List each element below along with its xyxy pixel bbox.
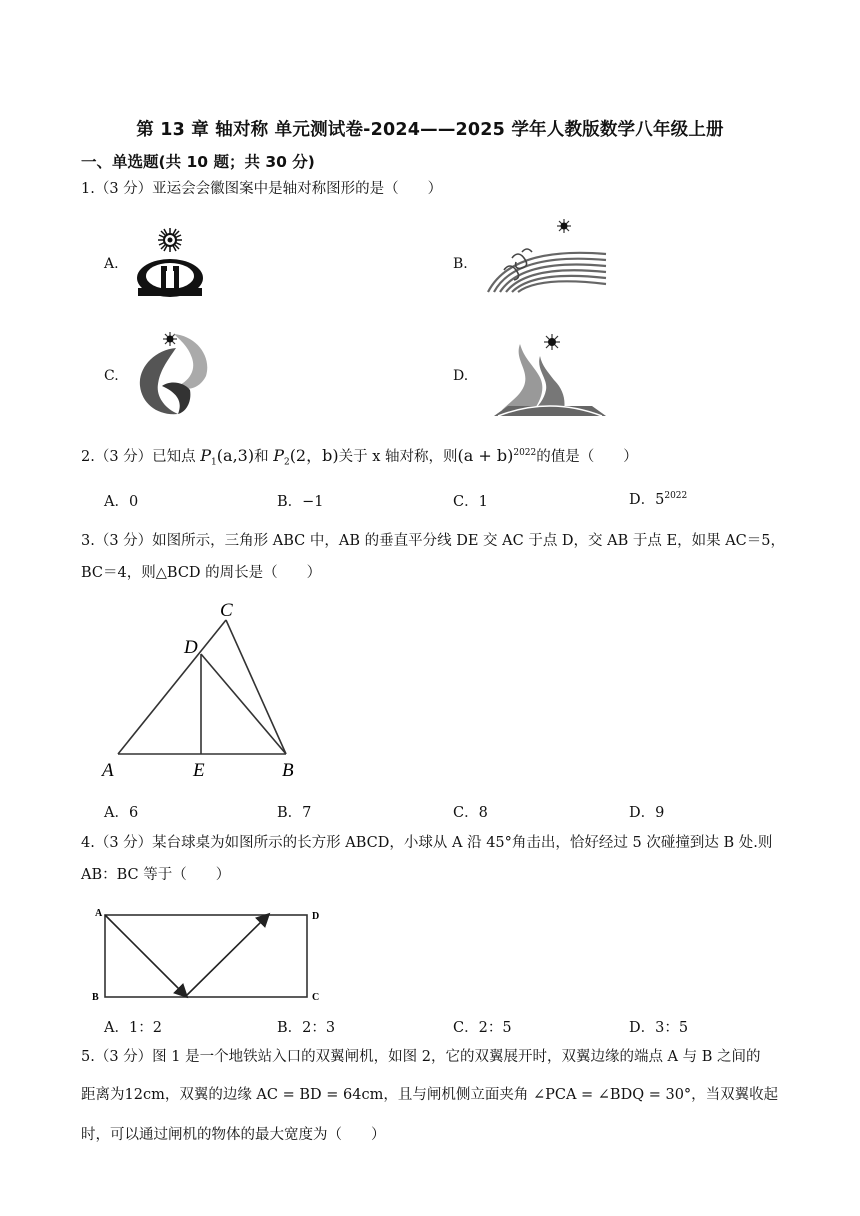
q3-option-b: B．7: [277, 805, 312, 821]
q1-option-a-label: A.: [104, 256, 119, 272]
q4-option-a: A．1：2: [104, 1020, 162, 1036]
emblem-c-image: [130, 330, 214, 418]
billiard-table-figure: [88, 902, 334, 1006]
q3-option-c: C．8: [453, 805, 488, 821]
label-a: A: [102, 760, 114, 781]
q2-middle: 关于 x 轴对称，则: [338, 448, 458, 465]
label-table-c: C: [312, 992, 320, 1003]
label-e: E: [193, 760, 205, 781]
q2-and: 和: [254, 448, 269, 465]
label-c: C: [220, 600, 233, 621]
q1-option-d-label: D.: [453, 368, 469, 384]
q4-option-b: B．2：3: [277, 1020, 336, 1036]
label-d: D: [184, 637, 198, 658]
question-2-text: [81, 437, 811, 479]
q2-exponent: 2022: [513, 448, 537, 458]
page-title: 第 13 章 轴对称 单元测试卷-2024——2025 学年人教版数学八年级上册: [136, 120, 724, 140]
triangle-figure: [96, 596, 316, 786]
q2-option-d: [629, 488, 687, 509]
q4-option-c: C．2：5: [453, 1020, 512, 1036]
q2-point-p2-subscript: 2: [283, 457, 290, 468]
question-5-line-1: 5.（3 分）图 1 是一个地铁站入口的双翼闸机，如图 2，它的双翼展开时，双翼边缘的端点 A 与 B 之间的: [81, 1049, 761, 1065]
q2-point-p1: P: [200, 445, 212, 465]
label-table-a: A: [95, 908, 103, 919]
q1-option-b-label: B.: [453, 256, 468, 272]
q2-option-b: B．−1: [277, 494, 324, 510]
question-4-line-2: AB：BC 等于（ ）: [81, 867, 231, 883]
question-5-line-2: 距离为12cm，双翼的边缘 AC = BD = 64cm，且与闸机侧立面夹角 ∠PCA = ∠BDQ = 30°，当双翼收起: [81, 1087, 779, 1103]
q2-option-a: A．0: [104, 494, 139, 510]
q3-option-a: A．6: [104, 805, 139, 821]
q1-option-c-label: C.: [104, 368, 119, 384]
q2-option-d-base: D．5: [629, 492, 665, 508]
emblem-d-image: [490, 330, 610, 418]
emblem-b-image: [482, 218, 612, 296]
question-5-line-3: 时，可以通过闸机的物体的最大宽度为（ ）: [81, 1127, 386, 1143]
question-3-line-2: BC＝4，则△BCD 的周长是（ ）: [81, 565, 322, 581]
label-b: B: [282, 760, 294, 781]
q2-point-p1-subscript: 1: [211, 457, 217, 468]
q2-option-d-exponent: 2022: [664, 491, 688, 502]
q2-point-p2: P: [273, 445, 284, 465]
q2-point-p2-coords: (2，b): [289, 445, 339, 465]
q2-suffix: 的值是（ ）: [536, 448, 638, 465]
q2-point-p1-coords: (a,3): [216, 445, 255, 465]
question-4-line-1: 4.（3 分）某台球桌为如图所示的长方形 ABCD，小球从 A 沿 45°角击出，恰好经过 5 次碰撞到达 B 处.则: [81, 835, 773, 851]
label-table-d: D: [312, 911, 320, 922]
section-heading: 一、单选题(共 10 题；共 30 分): [81, 153, 315, 171]
question-1-text: 1.（3 分）亚运会会徽图案中是轴对称图形的是（ ）: [81, 181, 443, 197]
emblem-a-image: [130, 226, 210, 300]
q3-option-d: D．9: [629, 805, 665, 821]
q2-expression: (a + b): [457, 445, 514, 465]
q2-option-c: C．1: [453, 494, 488, 510]
q2-prefix: 2.（3 分）已知点: [81, 448, 196, 465]
label-table-b: B: [92, 992, 99, 1003]
question-3-line-1: 3.（3 分）如图所示，三角形 ABC 中，AB 的垂直平分线 DE 交 AC 于点 D，交 AB 于点 E，如果 AC＝5，: [81, 533, 785, 549]
q4-option-d: D．3：5: [629, 1020, 689, 1036]
